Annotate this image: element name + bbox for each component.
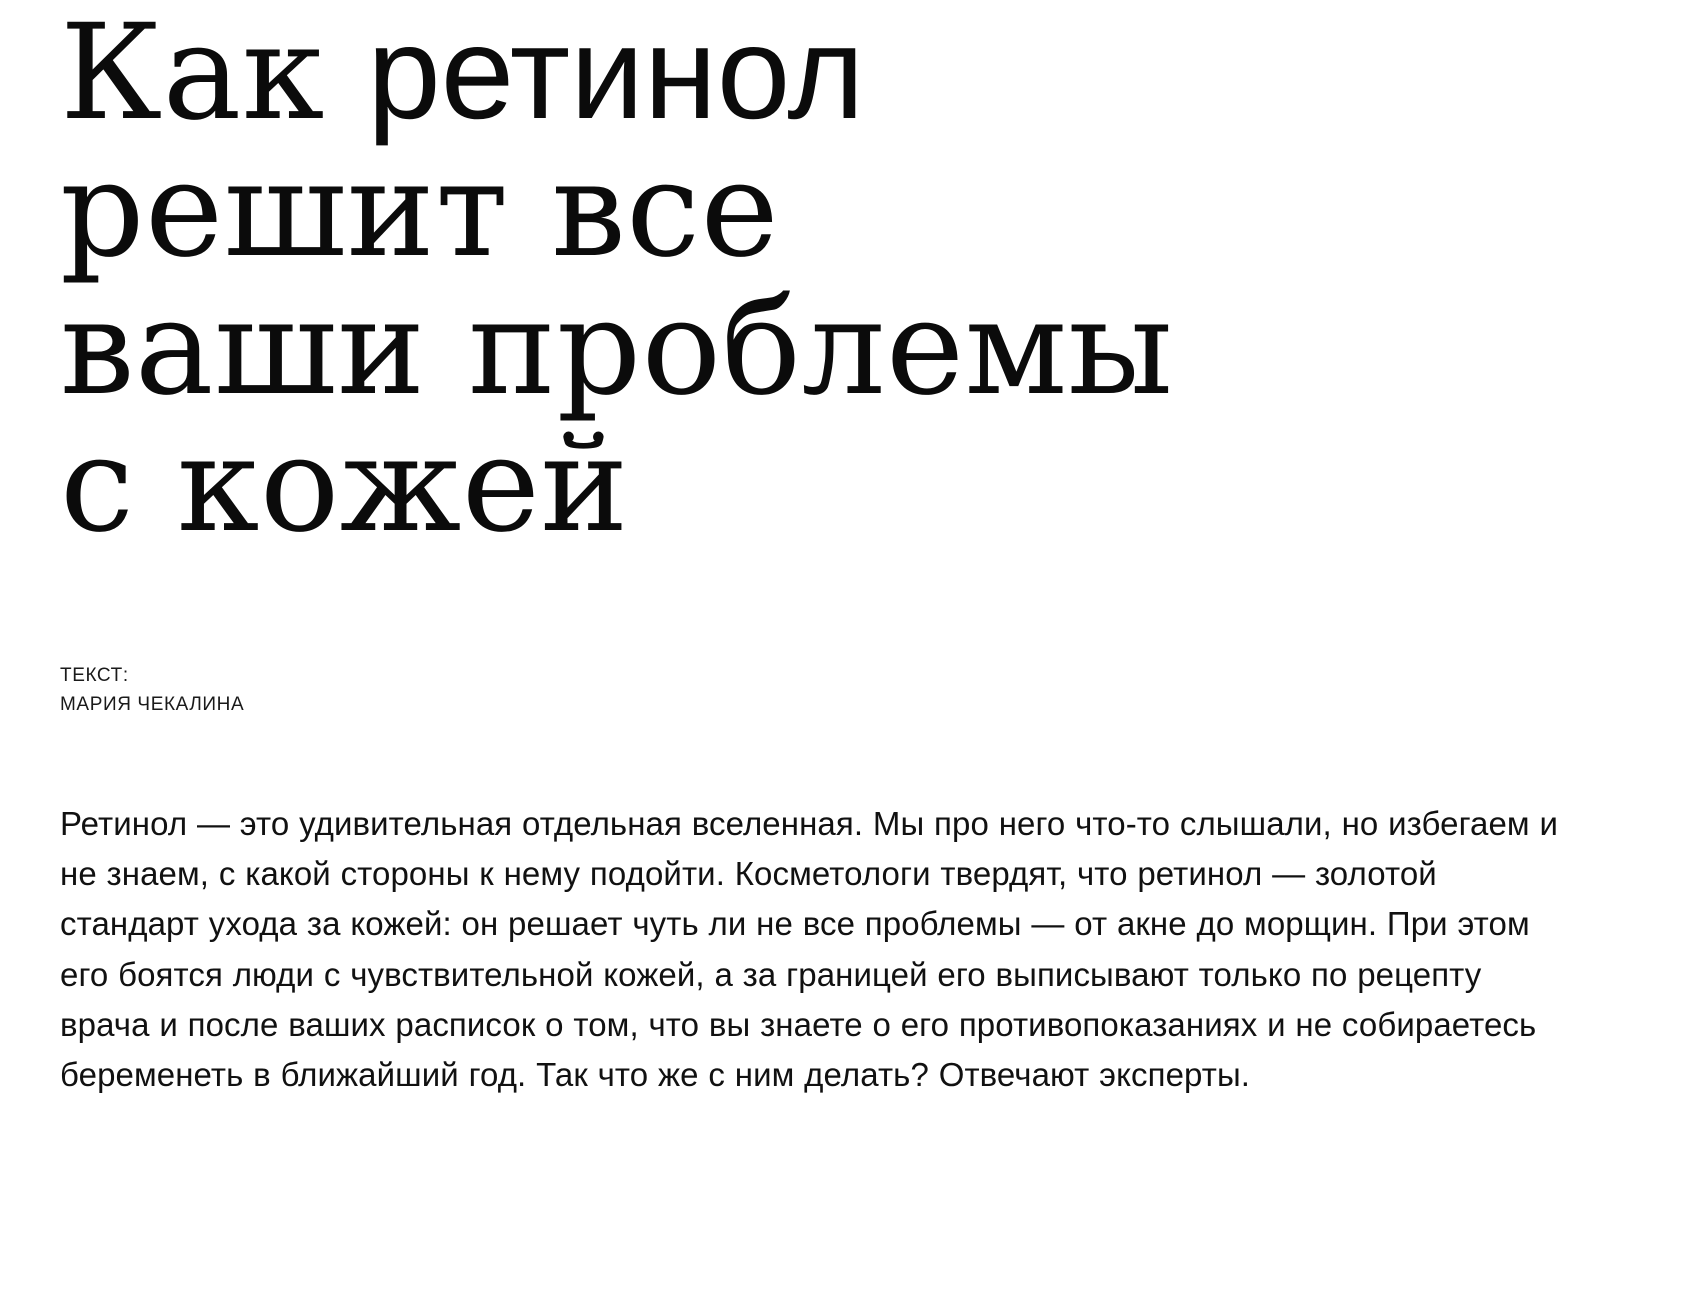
page-title xyxy=(60,0,1620,562)
headline-line-1-sans: ретинол xyxy=(367,0,865,146)
lead-paragraph: Ретинол — это удивительная отдельная вселенная. Мы про него что-то слышали, но избегаем и не знаем, с какой стороны к нему подойти. Косметологи твердят, что ретинол — золотой стандарт ухода за кожей: он решает чуть ли не все проблемы — от акне до морщин. При этом его боятся люди с чувствительной кожей, а за границей его выписывают только по рецепту врача и после ваших расписок о том, что вы знаете о его противопоказаниях и не собираетесь беременеть в ближайший год. Так что же с ним делать? Отвечают эксперты. xyxy=(60,805,1558,1093)
headline-line-1-serif: Как xyxy=(60,0,368,150)
byline-author: МАРИЯ ЧЕКАЛИНА xyxy=(60,693,245,715)
headline-line-3: ваши проблемы xyxy=(60,270,1174,425)
headline-line-4: с кожей xyxy=(60,407,629,562)
byline xyxy=(60,662,1646,719)
byline-label: ТЕКСТ: xyxy=(60,665,129,687)
headline-line-2: решит все xyxy=(60,133,780,288)
